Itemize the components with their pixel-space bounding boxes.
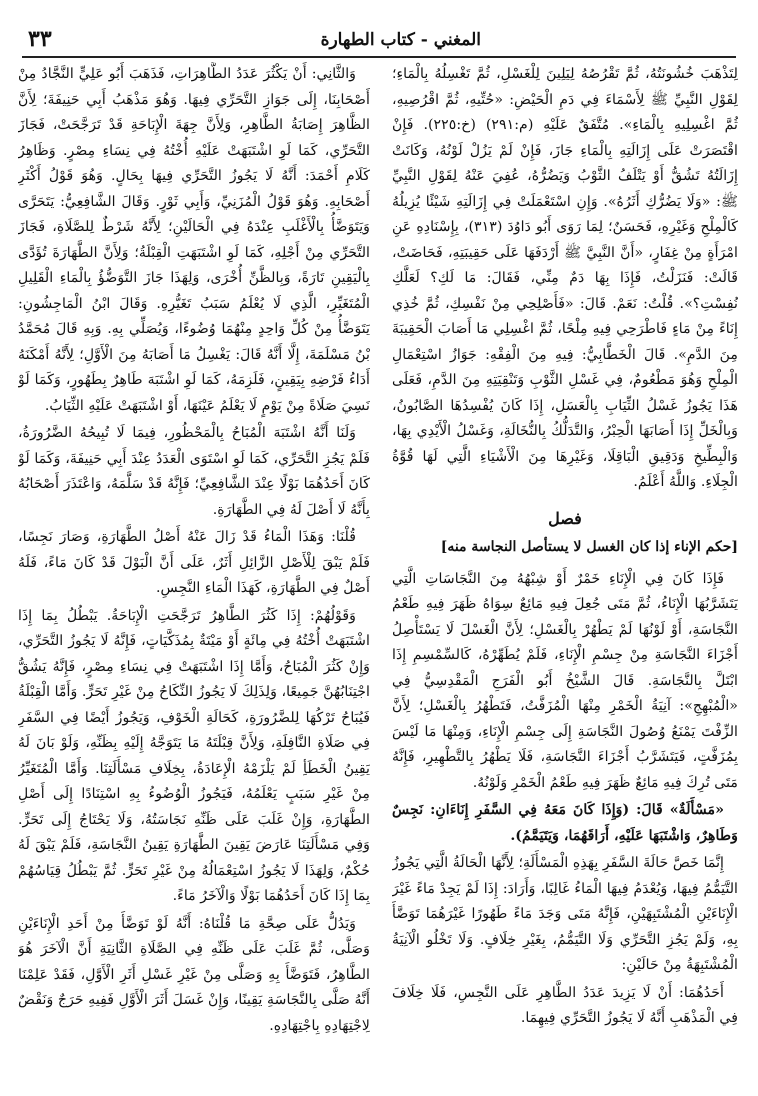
paragraph: أَحَدُهُمَا: أَنْ لَا يَزِيدَ عَدَدُ الطَّاهِرِ عَلَى النَّجِسِ، فَلَا خِلَافَ فِي الْمَذْهَبِ أَنَّهُ لَا يَجُوزُ التَّحَرِّي فِيهِمَا. (392, 984, 738, 1026)
paragraph: وَقَوْلُهُمْ: إِذَا كَثُرَ الطَّاهِرُ تَرَجَّحَتِ الْإِبَاحَةُ. يَبْطُلُ بِمَا إِذَا اشْتَبَهَتْ أُخْتُهُ فِي مِائَةٍ أَوْ مَيْتَةٌ بِمُذَكَّيَاتٍ، فَإِنَّهُ لَا يَجُوزُ التَّحَرِّي، وَإِنْ كَثُرَ الْمُبَاحُ، وَأَمَّا إِذَا اشْتَبَهَتْ فِي نِسَاءِ مِصْرٍ، فَإِنَّهُ يَشُقُّ اجْتِنَابُهُنَّ جَمِيعًا، وَلِذَلِكَ لَا يَجُوزُ النِّكَاحُ مِنْ غَيْرِ تَحَرٍّ. وَأَمَّا الْقِبْلَةُ فَيُبَاحُ تَرْكُهَا لِلضَّرُورَةِ، كَحَالَةِ الْخَوْفِ، وَيَجُوزُ أَيْضًا فِي السَّفَرِ فِي صَلَاةِ النَّافِلَةِ، وَلِأَنَّ قِبْلَتَهُ مَا يَتَوَجَّهُ إِلَيْهِ بِظَنِّهِ، وَلَوْ بَانَ لَهُ يَقِينُ الْخَطَأِ لَمْ يَلْزَمْهُ الْإِعَادَةُ، بِخِلَافِ مَسْأَلَتِنَا. وَأَمَّا الْمُتَغَيِّرُ مِنْ غَيْرِ سَبَبٍ يَعْلَمُهُ، فَيَجُوزُ الْوُضُوءُ بِهِ اسْتِنَادًا إِلَى أَصْلِ الطَّهَارَةِ، وَإِنْ غَلَبَ عَلَى ظَنِّهِ نَجَاسَتُهُ، وَلَا يَحْتَاجُ إِلَى تَحَرٍّ. وَفِي مَسْأَلَتِنَا عَارَضَ يَقِينَ الطَّهَارَةِ يَقِينُ النَّجَاسَةِ، فَلَمْ يَبْقَ لَهُ حُكْمٌ، وَلِهَذَا لَا يَجُوزُ اسْتِعْمَالُهُ مِنْ غَيْرِ تَحَرٍّ. ثُمَّ يَبْطُلُ قِيَاسُهُمْ بِمَا إِذَا كَانَ أَحَدُهُمَا بَوْلًا وَالْآخَرُ مَاءً. (18, 607, 370, 904)
paragraph: وَيَدُلُّ عَلَى صِحَّةِ مَا قُلْنَاهُ: أَنَّهُ لَوْ تَوَضَّأَ مِنْ أَحَدِ الْإِنَاءَيْنِ وَصَلَّى، ثُمَّ غَلَبَ عَلَى ظَنِّهِ فِي الصَّلَاةِ الثَّانِيَةِ أَنَّ الْآخَرَ هُوَ الطَّاهِرُ، فَتَوَضَّأَ بِهِ وَصَلَّى مِنْ غَيْرِ غَسْلِ أَثَرِ الْأَوَّلِ، فَقَدْ عَلِمْنَا أَنَّهُ صَلَّى بِالنَّجَاسَةِ يَقِينًا، وَإِنْ غَسَلَ أَثَرَ الْأَوَّلِ فَفِيهِ حَرَجٌ وَنَقْضٌ لِاجْتِهَادِهِ بِاجْتِهَادِهِ. (18, 915, 370, 1034)
page-header (22, 12, 736, 58)
paragraph: وَالثَّانِي: أَنْ يَكْثُرَ عَدَدُ الطَّاهِرَاتِ، فَذَهَبَ أَبُو عَلِيٍّ النَّجَّادُ مِنْ أَصْحَابِنَا، إِلَى جَوَازِ التَّحَرِّي فِيهَا. وَهُوَ مَذْهَبُ أَبِي حَنِيفَةَ؛ لِأَنَّ الظَّاهِرَ إِصَابَةُ الطَّاهِرِ، وَلِأَنَّ جِهَةَ الْإِبَاحَةِ قَدْ تَرَجَّحَتْ، فَجَازَ التَّحَرِّي، كَمَا لَوِ اشْتَبَهَتْ عَلَيْهِ أُخْتُهُ فِي نِسَاءِ مِصْرٍ. وَظَاهِرُ كَلَامِ أَحْمَدَ: أَنَّهُ لَا يَجُوزُ التَّحَرِّي فِيهَا بِحَالٍ. وَهُوَ قَوْلُ أَكْثَرِ أَصْحَابِهِ. وَهُوَ قَوْلُ الْمُزَنِيِّ، وَأَبِي ثَوْرٍ. وَقَالَ الشَّافِعِيُّ: يَتَحَرَّى وَيَتَوَضَّأُ بِالْأَغْلَبِ عِنْدَهُ فِي الْحَالَيْنِ؛ لِأَنَّهُ شَرْطٌ لِلصَّلَاةِ، فَجَازَ التَّحَرِّي مِنْ أَجْلِهِ، كَمَا لَوِ اشْتَبَهَتِ الْقِبْلَةُ؛ وَلِأَنَّ الطَّهَارَةَ تُؤَدَّى بِالْيَقِينِ تَارَةً، وَبِالظَّنِّ أُخْرَى، وَلِهَذَا جَازَ التَّوَضُّؤُ بِالْمَاءِ الْقَلِيلِ الْمُتَغَيِّرِ، الَّذِي لَا يُعْلَمُ سَبَبُ تَغَيُّرِهِ. وَقَالَ ابْنُ الْمَاجِشُونِ: يَتَوَضَّأُ مِنْ كُلِّ وَاحِدٍ مِنْهُمَا وُضُوءًا، وَيُصَلِّي بِهِ. وَبِهِ قَالَ مُحَمَّدُ بْنُ مَسْلَمَةَ، إِلَّا أَنَّهُ قَالَ: يَغْسِلُ مَا أَصَابَهُ مِنَ الْأَوَّلِ؛ لِأَنَّهُ أَمْكَنَهُ أَدَاءُ فَرْضِهِ بِيَقِينٍ، فَلَزِمَهُ، كَمَا لَوِ اشْتَبَهَ طَاهِرٌ بِطَهُورٍ، وَكَمَا لَوْ نَسِيَ صَلَاةً مِنْ يَوْمٍ لَا يَعْلَمُ عَيْنَهَا، أَوْ اشْتَبَهَتْ عَلَيْهِ الثِّيَابُ. (18, 66, 370, 414)
paragraph: وَلَنَا أَنَّهُ اشْتَبَهَ الْمُبَاحُ بِالْمَحْظُورِ، فِيمَا لَا تُبِيحُهُ الضَّرُورَةُ، فَلَمْ يَجُزِ التَّحَرِّي، كَمَا لَوِ اسْتَوَى الْعَدَدُ عِنْدَ أَبِي حَنِيفَةَ، وَكَمَا لَوْ كَانَ أَحَدُهُمَا بَوْلًا عِنْدَ الشَّافِعِيِّ؛ فَإِنَّهُ قَدْ سَلَّمَهُ، وَاعْتَذَرَ أَصْحَابُهُ بِأَنَّهُ لَا أَصْلَ لَهُ فِي الطَّهَارَةِ. (18, 425, 370, 518)
masala-paragraph: «مَسْأَلَةٌ» قَالَ: (وَإِذَا كَانَ مَعَهُ فِي السَّفَرِ إِنَاءَانِ: نَجِسٌ وَطَاهِرٌ، وَاشْتَبَهَا عَلَيْهِ، أَرَاقَهُمَا، وَيَتَيَمَّمُ). (392, 802, 738, 844)
left-column (18, 62, 370, 1092)
page-number: ٣٣ (28, 26, 52, 52)
paragraph: قُلْنَا: وَهَذَا الْمَاءُ قَدْ زَالَ عَنْهُ أَصْلُ الطَّهَارَةِ، وَصَارَ نَجِسًا، فَلَمْ يَبْقَ لِلْأَصْلِ الزَّائِلِ أَثَرٌ، عَلَى أَنَّ الْبَوْلَ قَدْ كَانَ مَاءً، فَلَهُ أَصْلٌ فِي الطَّهَارَةِ، كَهَذَا الْمَاءِ النَّجِسِ. (18, 529, 370, 596)
right-column (392, 62, 738, 1092)
rule-title: [حكم الإناء إذا كان الغسل لا يستأصل النجاسة منه] (440, 539, 738, 555)
running-title: المغني - كتاب الطهارة (320, 30, 481, 50)
paragraph: إِنَّمَا خَصَّ حَالَةَ السَّفَرِ بِهَذِهِ الْمَسْأَلَةِ؛ لِأَنَّهَا الْحَالَةُ الَّتِي يَجُوزُ التَّيَمُّمُ فِيهَا، وَيُعْدَمُ فِيهَا الْمَاءُ غَالِبًا، وَأَرَادَ: إِذَا لَمْ يَجِدْ مَاءً غَيْرَ الْإِنَاءَيْنِ الْمُشْتَبِهَيْنِ، فَإِنَّهُ مَتَى وَجَدَ مَاءً طَهُورًا غَيْرَهُمَا تَوَضَّأَ بِهِ، وَلَمْ يَجُزِ التَّحَرِّي وَلَا التَّيَمُّمُ، بِغَيْرِ خِلَافٍ. وَلَا تَخْلُو الْآنِيَةُ الْمُشْتَبِهَةُ مِنْ حَالَيْنِ: (392, 855, 738, 973)
section-heading: فصل (548, 508, 582, 528)
paragraph: لِتَذْهَبَ خُشُونَتُهُ، ثُمَّ تَقْرُصُهُ لِيَلِينَ لِلْغَسْلِ، ثُمَّ تَغْسِلُهُ بِالْمَاءِ؛ لِقَوْلِ النَّبِيِّ ﷺ لِأَسْمَاءَ فِي دَمِ الْحَيْضِ: «حُتِّيهِ، ثُمَّ اقْرُصِيهِ، ثُمَّ اغْسِلِيهِ بِالْمَاءِ». مُتَّفَقٌ عَلَيْهِ (م:٢٩١) (خ:٢٢٥). فَإِنْ اقْتَصَرَتْ عَلَى إِزَالَتِهِ بِالْمَاءِ جَازَ، فَإِنْ لَمْ يَزُلْ لَوْنُهُ، وَكَانَتْ إِزَالَتُهُ تَشُقُّ أَوْ يَتْلَفُ الثَّوْبُ وَيَضُرُّهُ، عُفِيَ عَنْهُ لِقَوْلِ النَّبِيِّ ﷺ: «وَلَا يَضُرُّكِ أَثَرُهُ». وَإِنِ اسْتَعْمَلَتْ فِي إِزَالَتِهِ شَيْئًا يُزِيلُهُ كَالْمِلْحِ وَغَيْرِهِ، فَحَسَنٌ؛ لِمَا رَوَى أَبُو دَاوُدَ (٣١٣)، بِإِسْنَادِهِ عَنِ امْرَأَةٍ مِنْ غِفَارٍ، «أَنَّ النَّبِيَّ ﷺ أَرْدَفَهَا عَلَى حَقِيبَتِهِ، فَحَاضَتْ، قَالَتْ: فَنَزَلْتُ، فَإِذَا بِهَا دَمٌ مِنِّي، فَقَالَ: مَا لَكِ؟ لَعَلَّكِ نُفِسْتِ؟». قُلْتُ: نَعَمْ. قَالَ: «فَأَصْلِحِي مِنْ نَفْسِكِ، ثُمَّ خُذِي إِنَاءً مِنْ مَاءٍ فَاطْرَحِي فِيهِ مِلْحًا، ثُمَّ اغْسِلِي مَا أَصَابَ الْحَقِيبَةَ مِنَ الدَّمِ». قَالَ الْخَطَّابِيُّ: فِيهِ مِنَ الْفِقْهِ: جَوَازُ اسْتِعْمَالِ الْمِلْحِ وَهُوَ مَطْعُومٌ، فِي غَسْلِ الثَّوْبِ وَتَنْقِيَتِهِ مِنَ الدَّمِ، فَعَلَى هَذَا يَجُوزُ غَسْلُ الثِّيَابِ بِالْعَسَلِ، إِذَا كَانَ يُفْسِدُهَا الصَّابُونُ، وَبِالْخَلِّ إِذَا أَصَابَهَا الْحِبْرُ، وَالتَّدَلُّكُ بِالنُّخَالَةِ، وَغَسْلُ الْأَيْدِي بِهَا، وَالْبِطِّيخِ وَدَقِيقِ الْبَاقِلَا، وَغَيْرِهَا مِنَ الْأَشْيَاءِ الَّتِي لَهَا قُوَّةُ الْجِلَاءِ. وَاللَّهُ أَعْلَمُ. (392, 66, 738, 490)
paragraph: فَإِذَا كَانَ فِي الْإِنَاءِ خَمْرٌ أَوْ شِبْهُهُ مِنَ النَّجَاسَاتِ الَّتِي يَتَشَرَّبُهَا الْإِنَاءُ، ثُمَّ مَتَى جُعِلَ فِيهِ مَائِعٌ سِوَاهُ ظَهَرَ فِيهِ طَعْمُ النَّجَاسَةِ، أَوْ لَوْنُهَا لَمْ يَطْهُرْ بِالْغَسْلِ؛ لِأَنَّ الْغَسْلَ لَا يَسْتَأْصِلُ أَجْزَاءَ النَّجَاسَةِ مِنْ جِسْمِ الْإِنَاءِ، فَلَمْ يُطَهِّرْهُ، كَالسِّمْسِمِ إِذَا ابْتَلَّ بِالنَّجَاسَةِ. قَالَ الشَّيْخُ أَبُو الْفَرَجِ الْمَقْدِسِيُّ فِي «الْمُبْهِجِ»: آنِيَةُ الْخَمْرِ مِنْهَا الْمُزَفَّتُ، فَتَطْهُرُ بِالْغَسْلِ؛ لِأَنَّ الزِّفْتَ يَمْنَعُ وُصُولَ النَّجَاسَةِ إِلَى جِسْمِ الْإِنَاءِ، وَمِنْهَا مَا لَيْسَ بِمُزَفَّتٍ، فَيَتَشَرَّبُ أَجْزَاءَ النَّجَاسَةِ، فَلَا يَطْهُرُ بِالتَّطْهِيرِ، فَإِنَّهُ مَتَى تُرِكَ فِيهِ مَائِعٌ ظَهَرَ فِيهِ طَعْمُ الْخَمْرِ وَلَوْنُهُ. (392, 570, 738, 791)
